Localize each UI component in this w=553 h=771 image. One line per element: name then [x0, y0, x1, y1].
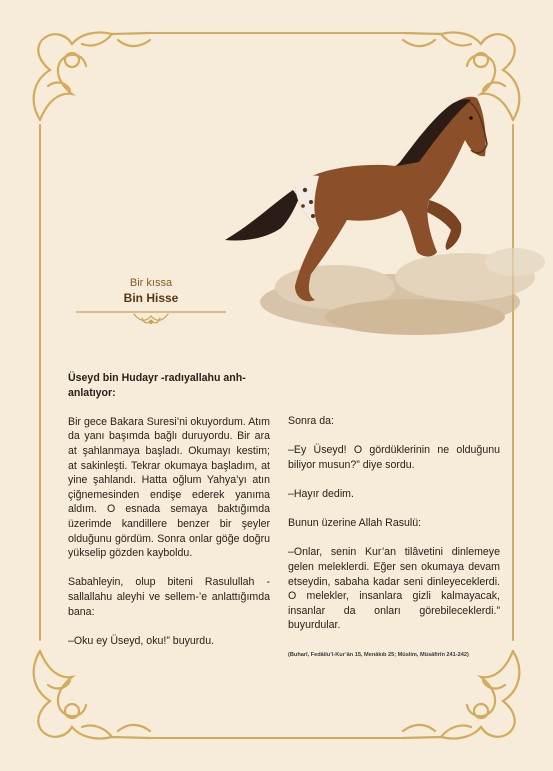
story-paragraph: –Oku ey Üseyd, oku!” buyurdu.: [68, 634, 215, 647]
story-paragraph: Sabahleyin, olup biteni Rasulullah -sallallahu aleyhi ve sellem-’e anlattığımda bana:: [68, 576, 270, 618]
story-paragraph: –Ey Üseyd! O gördüklerinin ne olduğunu biliyor musun?” diye sordu.: [288, 444, 500, 471]
story-title: Bin Hisse: [123, 291, 179, 305]
story-intro: Üseyd bin Hudayr -radıyallahu anh- anlatıyor:: [68, 372, 246, 399]
source-citation: (Buharî, Fedâilu’l-Kur’ân 15, Menâkıb 25; Müslim, Müsâfirîn 241-242): [288, 651, 469, 658]
story-paragraph: Sonra da:: [288, 415, 334, 427]
left-column: [68, 371, 270, 663]
horse-tail: [225, 190, 299, 241]
title-flourish-icon: [76, 308, 226, 328]
story-paragraph: Bir gece Bakara Suresi’ni okuyordum. Atım da yanı başımda bağlı duruyordu. Bir ara at şahlanmaya başladı. Okumayı kestim; at sakinleşti. Tekrar okumaya başladım, at yine şahlandı. Hatta oğlum Yahya’yı atın çiğnemesinden endişe ederek yanıma aldım. O esnada semaya baktığımda üzerimde kandillere benzer bir şeyler olduğunu gördüm. Sonra onlar göğe doğru yükselip gözden kayboldu.: [68, 415, 270, 560]
horse-illustration: [215, 82, 545, 344]
story-kicker: Bir kıssa: [129, 277, 173, 289]
story-paragraph: Bunun üzerine Allah Rasulü:: [288, 517, 422, 530]
corner-ornament-icon: [34, 32, 150, 120]
horse-eye: [469, 116, 473, 120]
story-paragraph: –Hayır dedim.: [288, 487, 354, 500]
right-column: [288, 414, 500, 677]
corner-ornament-icon: [34, 651, 150, 739]
story-paragraph: –Onlar, senin Kur’an tilâvetini dinlemeye gelen meleklerdi. Eğer sen okumaya devam etseydin, sabaha kadar seni dinleyeceklerdi. O melekler, insanlara gizli kalmayacak, insanlar da onları görebileceklerdi.” buyurdular.: [288, 546, 500, 632]
